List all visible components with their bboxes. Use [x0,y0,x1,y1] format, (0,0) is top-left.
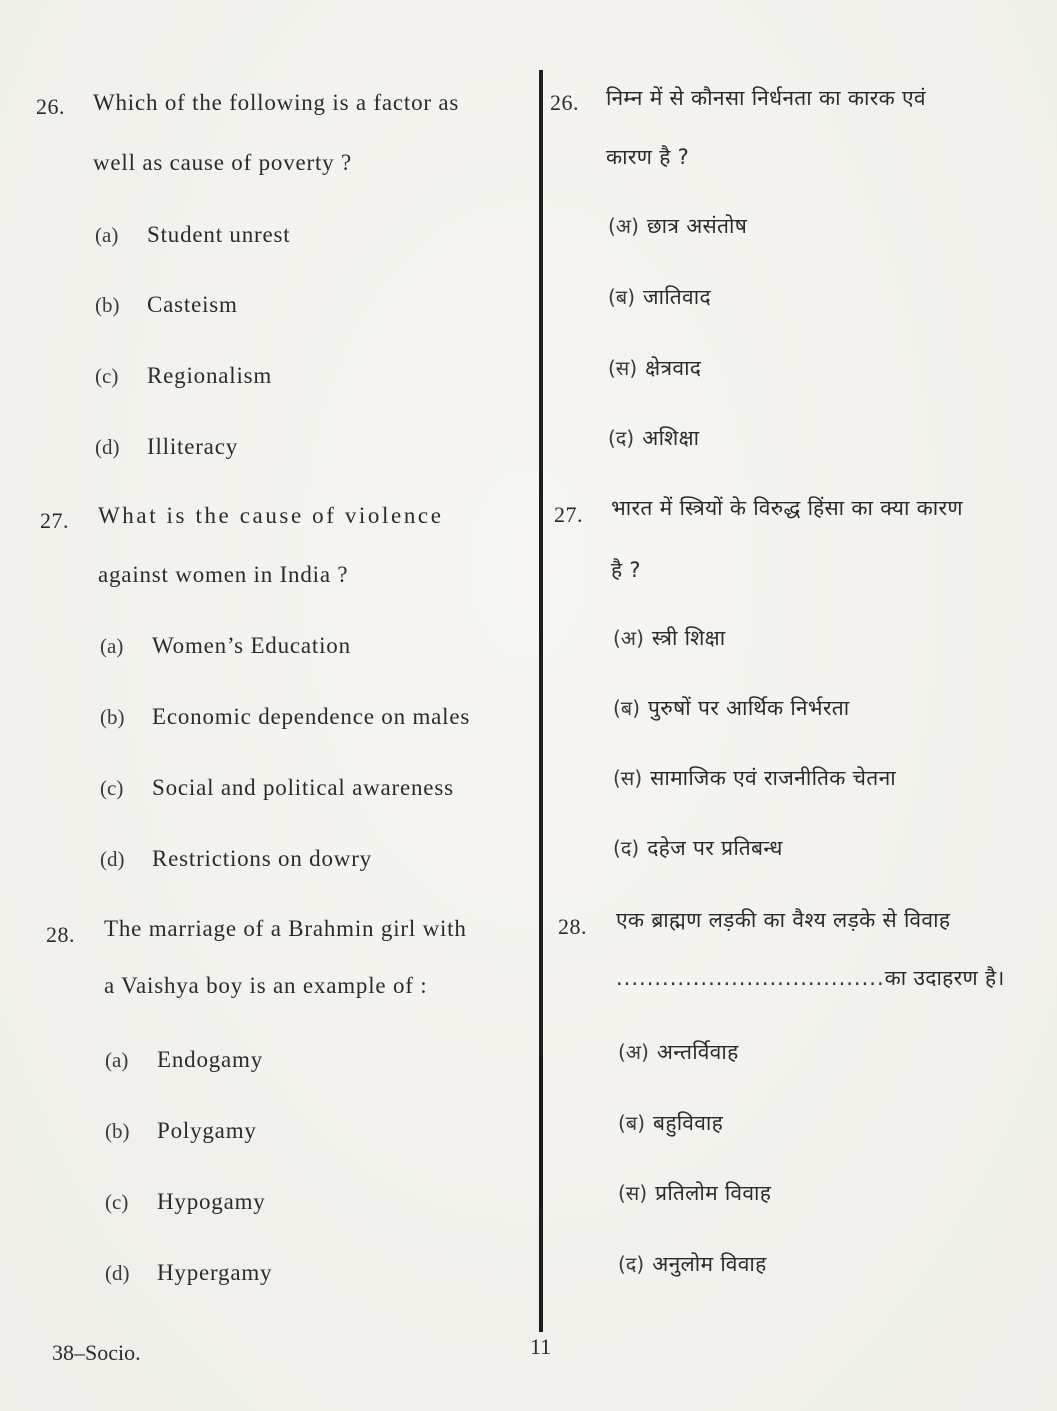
option-a[interactable] [618,1038,739,1066]
question-text-line-2: है ? [611,558,641,582]
option-b[interactable] [613,694,849,722]
option-label: (द) [618,1252,645,1276]
option-a[interactable] [95,222,290,248]
question-text-line-1: The marriage of a Brahmin girl with [104,916,467,941]
option-label: (ब) [608,285,636,309]
question-number: 28. [46,922,75,947]
option-d[interactable] [608,424,699,452]
option-d[interactable] [95,434,238,460]
question-text-line-2: well as cause of poverty ? [93,150,353,175]
option-label: (स) [618,1181,648,1205]
question-text-line-1: भारत में स्त्रियों के विरुद्ध हिंसा का क्या कारण [611,496,963,520]
option-b[interactable] [105,1118,257,1144]
question-text-line-2: a Vaishya boy is an example of : [104,973,428,998]
option-text: जातिवाद [643,285,711,309]
option-text: Restrictions on dowry [152,846,372,871]
question-text-line-2: का उदाहरण है। [884,966,1005,990]
option-text: अन्तर्विवाह [656,1040,739,1064]
option-text: अशिक्षा [642,426,700,450]
option-a[interactable] [608,212,747,240]
option-text: Social and political awareness [152,775,454,800]
option-b[interactable] [618,1109,723,1137]
option-text: अनुलोम विवाह [652,1252,767,1276]
option-text: दहेज पर प्रतिबन्ध [647,836,783,860]
option-text: Hypergamy [157,1260,273,1285]
question-text-line-1: Which of the following is a factor as [93,90,460,115]
option-d[interactable] [613,834,783,862]
option-text: Hypogamy [157,1189,266,1214]
option-text: बहुविवाह [653,1111,724,1135]
column-divider [539,70,543,1332]
option-c[interactable] [613,764,896,792]
option-label: (d) [95,435,120,459]
option-c[interactable] [100,775,454,801]
option-text: Women’s Education [152,633,351,658]
option-label: (c) [100,776,124,800]
question-number: 28. [558,914,587,939]
option-label: (d) [105,1261,130,1285]
option-label: (स) [613,766,643,790]
option-label: (a) [105,1048,129,1072]
option-text: Polygamy [157,1118,257,1143]
question-number: 27. [40,508,69,533]
question-number: 26. [36,94,65,119]
option-label: (स) [608,356,638,380]
option-b[interactable] [95,292,238,318]
option-label: (c) [105,1190,129,1214]
option-text: स्त्री शिक्षा [651,626,726,650]
option-text: प्रतिलोम विवाह [655,1181,772,1205]
fill-in-blank: ................................... [616,966,885,990]
option-a[interactable] [613,624,725,652]
option-text: Student unrest [147,222,291,247]
option-label: (d) [100,847,125,871]
option-label: (a) [95,223,119,247]
question-number: 26. [550,90,579,115]
option-d[interactable] [618,1250,767,1278]
option-c[interactable] [608,354,701,382]
question-text-line-1: निम्न में से कौनसा निर्धनता का कारक एवं [606,86,926,110]
option-text: Illiteracy [147,434,239,459]
option-text: Regionalism [147,363,273,388]
option-label: (द) [608,426,635,450]
option-c[interactable] [95,363,272,389]
option-a[interactable] [105,1047,263,1073]
option-text: छात्र असंतोष [646,214,748,238]
question-text-line-2: कारण है ? [606,145,690,169]
question-text-line-1: एक ब्राह्मण लड़की का वैश्य लड़के से विवाह [616,908,951,932]
option-b[interactable] [608,283,711,311]
option-text: Economic dependence on males [152,704,471,729]
option-label: (c) [95,364,119,388]
option-label: (अ) [618,1040,649,1064]
option-b[interactable] [100,704,470,730]
option-text: Endogamy [157,1047,264,1072]
page-number: 11 [530,1334,552,1359]
question-number: 27. [554,502,583,527]
question-text-line-2-container [616,964,1005,992]
option-label: (अ) [608,214,639,238]
option-text: Casteism [147,292,238,317]
option-a[interactable] [100,633,351,659]
option-text: सामाजिक एवं राजनीतिक चेतना [650,766,896,790]
option-c[interactable] [105,1189,266,1215]
paper-code: 38–Socio. [52,1340,141,1365]
option-label: (b) [100,705,125,729]
option-text: क्षेत्रवाद [645,356,702,380]
option-label: (द) [613,836,640,860]
option-label: (अ) [613,626,644,650]
option-d[interactable] [105,1260,272,1286]
option-text: पुरुषों पर आर्थिक निर्भरता [648,696,850,720]
option-label: (a) [100,634,124,658]
option-c[interactable] [618,1179,771,1207]
option-label: (b) [95,293,120,317]
question-text-line-1: What is the cause of violence [98,503,444,528]
option-label: (ब) [613,696,641,720]
option-label: (ब) [618,1111,646,1135]
option-d[interactable] [100,846,372,872]
question-text-line-2: against women in India ? [98,562,349,587]
option-label: (b) [105,1119,130,1143]
